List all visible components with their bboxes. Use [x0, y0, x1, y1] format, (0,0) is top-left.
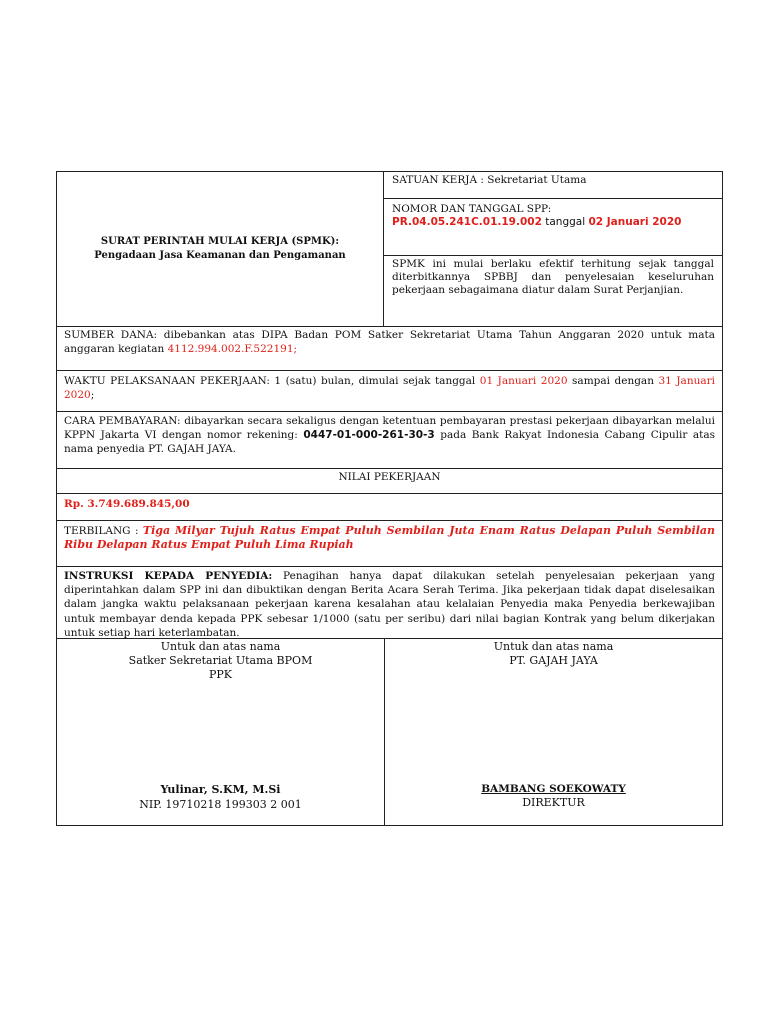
nilai-pekerjaan-label: NILAI PEKERJAAN	[57, 469, 722, 494]
ppk-line-2: Satker Sekretariat Utama BPOM	[128, 654, 313, 667]
nilai-amount: Rp. 3.749.689.845,00	[64, 498, 190, 510]
instruksi-row	[57, 567, 722, 639]
waktu-text-2: sampai dengan	[567, 375, 659, 387]
ppk-nip: NIP. 19710218 199303 2 001	[139, 798, 302, 811]
sumber-dana-text: SUMBER DANA: dibebankan atas DIPA Badan POM Satker Sekretariat Utama Tahun Anggaran 2020 untuk mata anggaran kegiatan	[64, 329, 715, 355]
pembayaran-row	[57, 412, 722, 469]
waktu-text-3: ;	[90, 389, 95, 401]
pembayaran-text-2: pada Bank Rakyat Indonesia Cabang Cipulir atas nama penyedia PT. GAJAH JAYA.	[64, 429, 715, 455]
terbilang-row	[57, 521, 722, 567]
nilai-amount-row	[57, 494, 722, 521]
ppk-line-1: Untuk dan atas nama	[160, 640, 281, 653]
signature-ppk	[57, 639, 385, 825]
penyedia-name: BAMBANG SOEKOWATY	[481, 783, 626, 795]
rekening-number: 0447-01-000-261-30-3	[303, 429, 435, 441]
instruksi-label: INSTRUKSI KEPADA PENYEDIA:	[64, 570, 273, 582]
signature-row	[57, 639, 722, 825]
spp-number: PR.04.05.241C.01.19.002	[392, 216, 542, 228]
waktu-text-1: WAKTU PELAKSANAAN PEKERJAAN: 1 (satu) bulan, dimulai sejak tanggal	[64, 375, 480, 387]
signature-penyedia	[385, 639, 722, 825]
spp-date: 02 Januari 2020	[588, 216, 682, 228]
terbilang-text: Tiga Milyar Tujuh Ratus Empat Puluh Sembilan Juta Enam Ratus Delapan Puluh Sembilan Ribu Delapan Ratus Empat Puluh Lima Rupiah	[64, 524, 715, 551]
penyedia-line-2: PT. GAJAH JAYA	[509, 654, 598, 667]
header-row	[57, 172, 722, 327]
penyedia-title: DIREKTUR	[522, 796, 585, 809]
ppk-name: Yulinar, S.KM, M.Si	[160, 783, 281, 796]
waktu-row	[57, 371, 722, 412]
document-title	[57, 172, 384, 326]
spmk-document	[56, 171, 723, 826]
sumber-dana-row	[57, 327, 722, 371]
ppk-line-3: PPK	[208, 668, 233, 681]
satuan-kerja: SATUAN KERJA : Sekretariat Utama	[384, 172, 722, 199]
waktu-start-date: 01 Januari 2020	[479, 375, 568, 387]
penyedia-line-1: Untuk dan atas nama	[493, 640, 614, 653]
header-info	[384, 172, 722, 326]
sumber-dana-code: 4112.994.002.F.522191;	[167, 343, 298, 355]
instruksi-text: Penagihan hanya dapat dilakukan setelah penyelesaian pekerjaan yang diperintahkan dalam SPP ini dan dibuktikan dengan Berita Acara Serah Terima. Jika pekerjaan tidak dapat diselesaikan dalam jangka waktu pelaksanaan pekerjaan karena kesalahan atau kelalaian Penyedia maka Penyedia berkewajiban untuk membayar denda kepada PPK sebesar 1/1000 (satu per seribu) dari nilai bagian Kontrak yang belum dikerjakan untuk setiap hari keterlambatan.	[64, 570, 715, 639]
spp-label: NOMOR DAN TANGGAL SPP:	[392, 203, 552, 215]
spmk-validity-text: SPMK ini mulai berlaku efektif terhitung sejak tanggal diterbitkannya SPBBJ dan penyelesaian keseluruhan pekerjaan sebagaimana diatur dalam Surat Perjanjian.	[392, 258, 714, 296]
terbilang-label: TERBILANG :	[64, 525, 143, 537]
spp-tanggal-word: tanggal	[541, 216, 589, 228]
nomor-spp-cell	[384, 199, 722, 256]
title-line-2: Pengadaan Jasa Keamanan dan Pengamanan	[94, 250, 346, 261]
pembayaran-text-1: CARA PEMBAYARAN: dibayarkan secara sekaligus dengan ketentuan pembayaran prestasi pekerjaan dibayarkan melalui KPPN Jakarta VI dengan nomor rekening:	[64, 415, 715, 441]
waktu-end-date: 31 Januari 2020	[64, 375, 715, 401]
title-line-1: SURAT PERINTAH MULAI KERJA (SPMK):	[100, 236, 340, 247]
